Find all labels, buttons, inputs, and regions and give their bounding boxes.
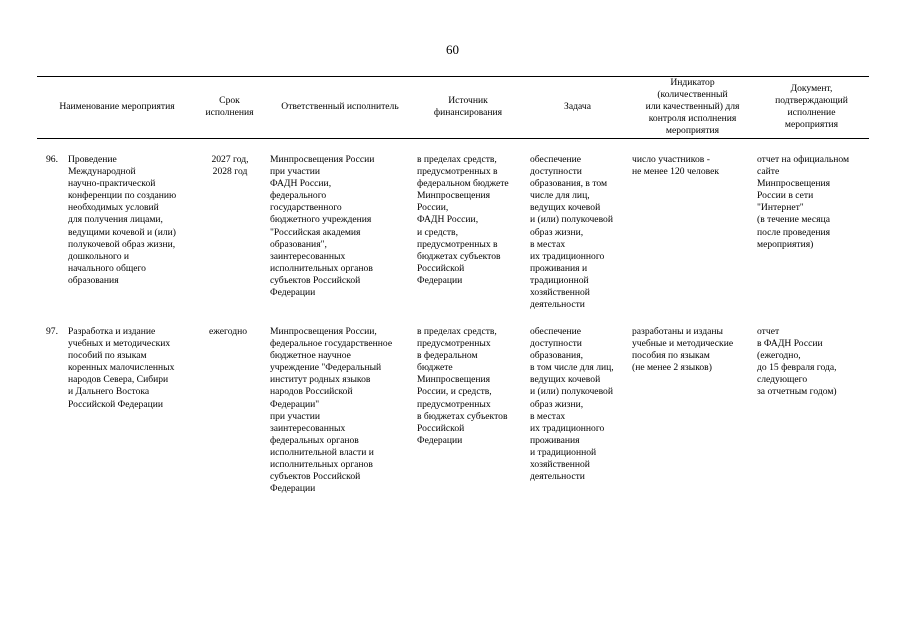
row-number: 96. [46,154,58,165]
row-event-name: Разработка и издание учебных и методических пособий по языкам коренных малочисленных народов Севера, Сибири и Дальнего Востока Российской Федерации [68,326,175,410]
row-financing: в пределах средств, предусмотренных в федеральном бюджете Минпросвещения России, и средств, предусмотренных в бюджетах субъектов Российской Федерации [417,326,508,446]
row-term: 2027 год, 2028 год [211,154,249,178]
header-event-name: Наименование мероприятия [59,101,175,112]
row-indicator: число участников - не менее 120 человек [632,154,720,178]
header-executor: Ответственный исполнитель [281,101,399,112]
row-term: ежегодно [209,326,248,337]
header-indicator: Индикатор (количественный или качественный) для контроля исполнения мероприятия [645,77,740,137]
header-financing: Источник финансирования [433,95,503,119]
table-header-rule [37,138,869,139]
header-task: Задача [564,101,591,112]
row-document: отчет на официальном сайте Минпросвещения России в сети "Интернет" (в течение месяца после проведения мероприятия) [757,154,850,250]
row-event-name: Проведение Международной научно-практической конференции по созданию необходимых условий для получения лицами, ведущими кочевой и (или) полукочевой образ жизни, дошкольного и начального общего образования [68,154,177,286]
page-number: 60 [446,42,459,57]
row-task: обеспечение доступности образования, в том числе для лиц, ведущих кочевой и (или) полукочевой образ жизни, в местах их традиционного проживания и традиционной хозяйственной деятельности [530,326,614,483]
header-term: Срок исполнения [205,95,254,119]
row-executor: Минпросвещения России при участии ФАДН России, федерального государственного бюджетного учреждения "Российская академия образования", заинтересованных исполнительных органов субъектов Российской Федерации [270,154,375,299]
row-financing: в пределах средств, предусмотренных в федеральном бюджете Минпросвещения России, ФАДН России, и средств, предусмотренных в бюджетах субъектов Российской Федерации [417,154,509,286]
row-document: отчет в ФАДН России (ежегодно, до 15 февраля года, следующего за отчетным годом) [757,326,837,398]
row-task: обеспечение доступности образования, в том числе для лиц, ведущих кочевой и (или) полукочевой образ жизни, в местах их традиционного проживания и традиционной хозяйственной деятельности [530,154,613,311]
row-indicator: разработаны и изданы учебные и методические пособия по языкам (не менее 2 языков) [632,326,734,374]
row-executor: Минпросвещения России, федеральное государственное бюджетное научное учреждение "Федеральный институт родных языков народов Российской Федерации" при участии заинтересованных федеральных органов исполнительной власти и исполнительных органов субъектов Российской Федерации [270,326,393,495]
row-number: 97. [46,326,58,337]
header-document: Документ, подтверждающий исполнение мероприятия [775,83,848,131]
